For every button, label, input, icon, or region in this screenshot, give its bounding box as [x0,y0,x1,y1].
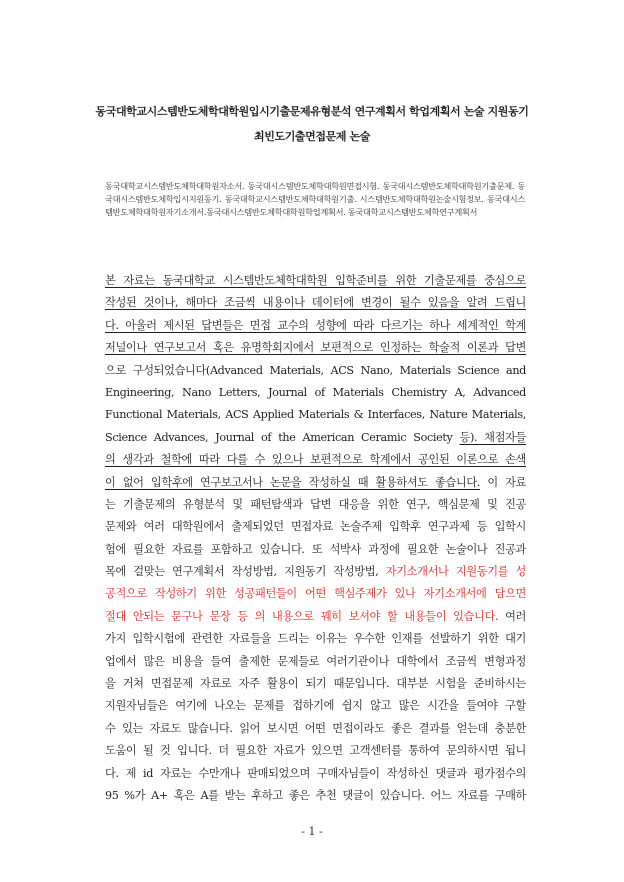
body-line [105,472,526,494]
body-line: 수 있는 자료도 많습니다. 읽어 보시면 어떤 면접이라도 좋은 결과를 얻는데 충분한 [105,721,526,735]
body-line: 본 자료는 동국대학교 시스템반도체학대학원 입학준비를 위한 기출문제를 중심으로 [105,274,526,287]
body-line: 작성된 것이나, 해마다 조금씩 내용이나 데이터에 변경이 될수 있음을 알려 드립니 [105,296,526,310]
underlined-segment: 등). 채점자들 [459,430,526,444]
document-subtitle: 최빈도기출면접문제 논술 [254,130,370,143]
body-line: 95 %가 A+ 혹은 A를 받는 후하고 좋은 추천 댓글이 있습니다. 어느 자료를 구매하 [105,788,526,802]
body-line: 업에서 많은 비용을 들여 출제한 문제들로 여러기관이나 대학에서 조금씩 변형과정 [105,654,526,668]
body-segment: Science Advances, Journal of the American Ceramic Society [105,430,460,444]
underlined-segment: 이 없어 입학후에 연구보고서나 논문을 작성하실 때 활용하셔도 좋습니다. [105,475,481,489]
keyword-block: 동국대학교시스템반도체학대학원자소서. 동국대시스템반도체학대학원면접시험. 동국대시스템반도체학대학원기출문제. 동국대시스템반도체학입시지원동기. 동국대학교시스템반도체학대학원기출. 시스템반도체학대학원논술시험정보. 동국대시스템반도체학대학원자기소개서.동국대시스템반도체학대학원학업계획서. 동국대학교시스템반도체학연구계획서 [105,181,525,217]
body-line: 험에 필요한 자료를 포함하고 있습니다. 또 석박사 과정에 필요한 논술이나 진공과 [105,542,526,556]
body-line: 도움이 될 것 입니다. 더 필요한 자료가 있으면 고객센터를 통하여 문의하시면 됩니 [105,744,526,758]
body-line: 으로 구성되었습니다(Advanced Materials, ACS Nano, Materials Science and [105,363,526,377]
page-number: - 1 - [301,825,323,838]
body-line: 의 생각과 철학에 따라 다를 수 있으나 보편적으로 학계에서 공인된 이론으로 손색 [105,453,526,467]
body-line: 가지 입학시험에 관련한 자료들을 드리는 이유는 우수한 인재를 선발하기 위한 대기 [105,632,526,646]
body-line: 다. 제 id 자료는 수만개나 판매되었으며 구매자님들이 작성하신 댓글과 평가점수의 [105,766,526,780]
body-line: 지원자님들은 여기에 나오는 문제를 접하기에 쉽지 않고 많은 시간을 들여야 구할 [105,699,526,713]
highlighted-segment: 자기소개서나 지원동기를 성 [385,565,526,579]
highlighted-segment: 절대 안되는 문구나 문장 등 의 내용으로 꿰히 보셔야 할 내용들이 있습니다. [105,609,499,623]
body-line: 저널이나 연구보고서 혹은 유명학회지에서 보편적으로 인정하는 학술적 이론과 답변 [105,341,526,355]
highlighted-line: 공적으로 작성하기 위한 성공패턴들이 어떤 핵심주제가 있나 자기소개서에 담으면 [105,587,526,601]
body-line: 다. 아울러 제시된 답변들은 면접 교수의 성향에 따라 다르기는 하나 세계적인 학계 [105,318,526,332]
body-text [105,270,526,807]
body-line: 을 거쳐 면접문제 자료로 자주 활용이 되기 때문입니다. 대부분 시험을 준비하시는 [105,677,526,691]
body-line [105,427,526,449]
body-line: 문제와 여러 대학원에서 출제되었던 면접자료 논술주제 입학후 연구과제 등 입학시 [105,520,526,534]
body-line [105,606,526,628]
body-line: Functional Materials, ACS Applied Materials & Interfaces, Nature Materials, [105,408,526,422]
body-line: Engineering, Nano Letters, Journal of Materials Chemistry A, Advanced [105,385,526,399]
body-segment: 이 자료 [480,475,526,489]
body-segment: 여러 [498,609,526,623]
body-segment: 목에 걸맞는 연구계획서 작성방법, 지원동기 작성방법, [105,565,386,579]
body-line [105,561,526,583]
body-line: 는 기출문제의 유형분석 및 패턴탐색과 답변 대응을 위한 연구, 핵심문제 및 진공 [105,497,526,511]
document-title: 동국대학교시스템반도체학대학원입시기출문제유형분석 연구계획서 학업계획서 논술 지원동기 [95,105,529,118]
